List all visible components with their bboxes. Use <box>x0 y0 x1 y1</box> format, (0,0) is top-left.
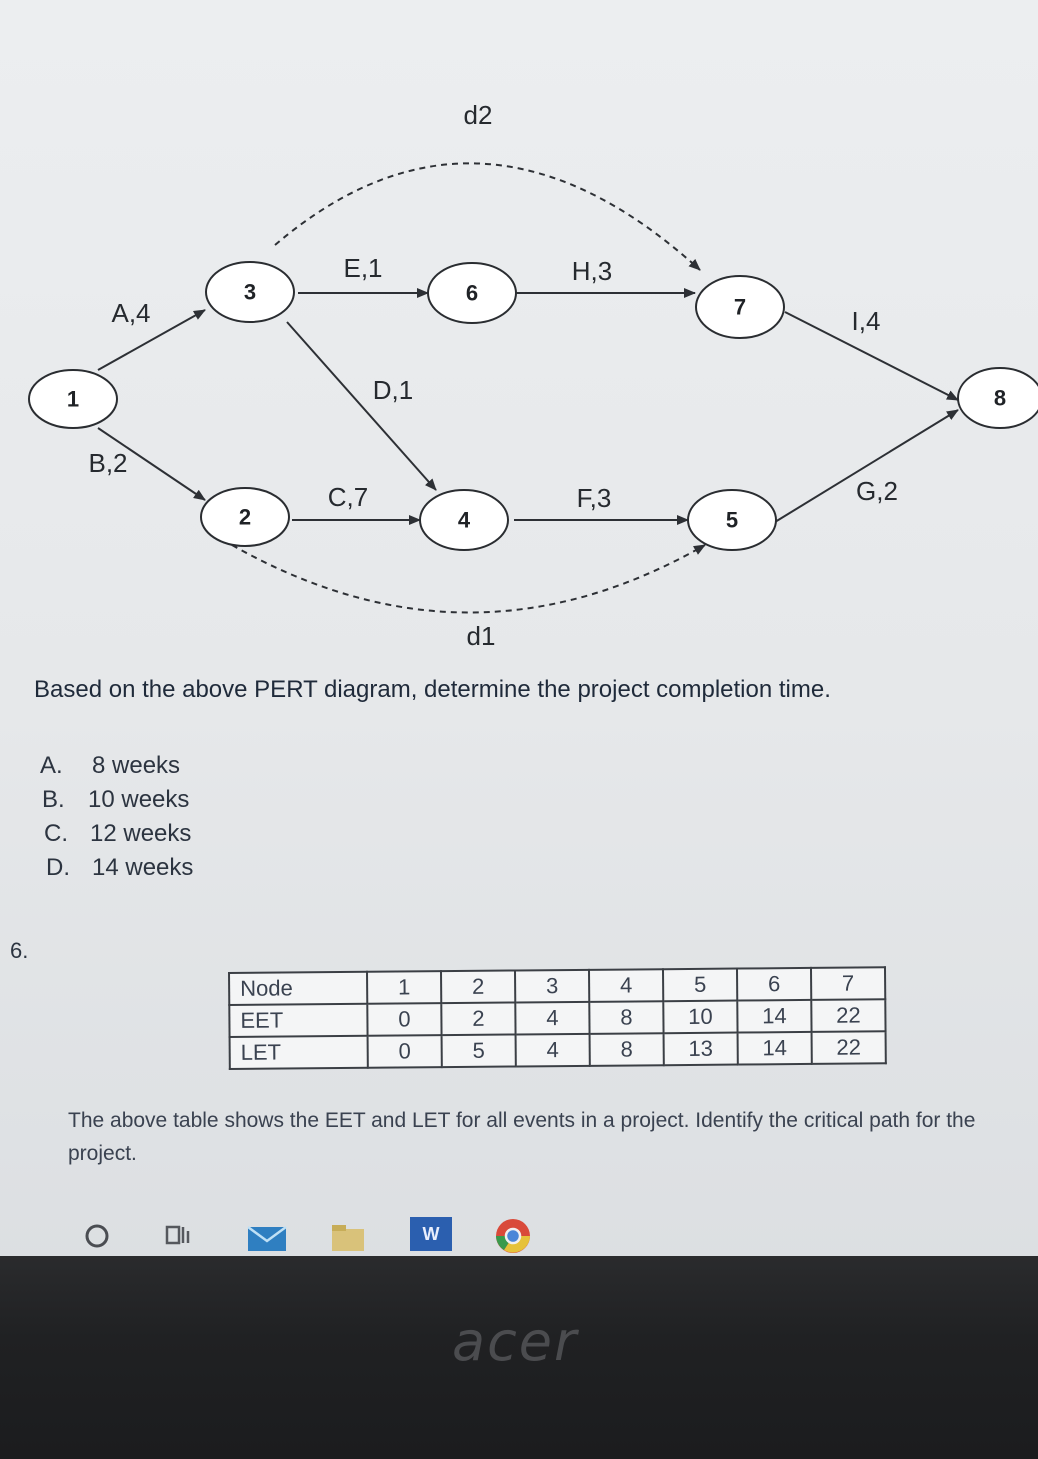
option-letter: A. <box>40 752 63 779</box>
option-letter: C. <box>44 820 68 847</box>
option-text: 12 weeks <box>90 820 192 847</box>
table-cell: 10 <box>663 1001 737 1034</box>
svg-text:6: 6 <box>465 280 479 306</box>
table-cell: 22 <box>811 999 885 1032</box>
dummy-edge-d2 <box>275 163 700 270</box>
node-2 <box>201 488 289 546</box>
table-cell: 0 <box>367 1003 441 1036</box>
svg-text:8: 8 <box>993 385 1007 411</box>
label-f: F,3 <box>576 483 612 513</box>
monitor-bezel <box>0 1256 1038 1459</box>
eet-let-table <box>228 966 887 1070</box>
table-cell: 4 <box>516 1034 590 1067</box>
svg-text:1: 1 <box>66 386 80 412</box>
taskbar <box>60 1215 620 1261</box>
option-letter: D. <box>46 854 70 881</box>
table-cell: 4 <box>515 1002 589 1035</box>
node-1 <box>29 370 117 428</box>
acer-logo: acer <box>452 1310 579 1373</box>
option-b[interactable] <box>42 786 189 814</box>
table-cell: LET <box>230 1036 368 1069</box>
node-8 <box>958 368 1038 428</box>
option-letter: B. <box>42 786 65 813</box>
svg-text:7: 7 <box>733 294 747 320</box>
table-header-cell: 2 <box>441 970 515 1003</box>
svg-text:3: 3 <box>243 279 257 305</box>
node-6 <box>428 263 516 323</box>
task-view-icon[interactable] <box>163 1221 193 1251</box>
option-a[interactable] <box>40 752 180 780</box>
chrome-icon[interactable] <box>492 1215 534 1257</box>
table-header-cell: 3 <box>515 970 589 1003</box>
node-7 <box>696 276 784 338</box>
label-d2: d2 <box>463 100 493 130</box>
table-cell: 13 <box>664 1033 738 1066</box>
question-text: Based on the above PERT diagram, determine the project completion time. <box>34 676 831 703</box>
table-header-cell: Node <box>229 972 367 1005</box>
dummy-edge-d1 <box>232 545 705 613</box>
word-icon[interactable]: W <box>410 1217 452 1251</box>
table-cell: 0 <box>368 1035 442 1068</box>
table-header-cell: 1 <box>367 971 441 1004</box>
table-header-cell: 5 <box>663 969 737 1002</box>
edge-d <box>287 322 436 490</box>
file-explorer-icon[interactable] <box>328 1221 368 1255</box>
label-i: I,4 <box>851 306 881 336</box>
table-cell: 5 <box>442 1034 516 1067</box>
table-cell: 14 <box>737 1000 811 1033</box>
svg-text:2: 2 <box>238 504 252 530</box>
node-4 <box>420 490 508 550</box>
svg-text:5: 5 <box>725 507 739 533</box>
label-h: H,3 <box>571 256 613 286</box>
question6-text: The above table shows the EET and LET for all events in a project. Identify the critical path for the project. <box>68 1109 976 1165</box>
question-number: 6. <box>10 938 29 963</box>
mail-icon[interactable] <box>246 1221 288 1255</box>
table-header-cell: 7 <box>811 967 885 1000</box>
option-c[interactable] <box>44 820 191 848</box>
start-circle-icon[interactable] <box>82 1221 112 1251</box>
table-row <box>230 1031 886 1069</box>
option-text: 14 weeks <box>92 854 194 881</box>
table-cell: 2 <box>441 1002 515 1035</box>
label-g: G,2 <box>856 476 898 506</box>
option-text: 10 weeks <box>88 786 190 813</box>
label-b: B,2 <box>88 448 128 478</box>
table-cell: EET <box>229 1004 367 1037</box>
table-cell: 8 <box>590 1033 664 1066</box>
table-cell: 14 <box>738 1032 812 1065</box>
node-3 <box>206 262 294 322</box>
table-header-cell: 6 <box>737 968 811 1001</box>
node-5 <box>688 490 776 550</box>
table-cell: 22 <box>812 1031 886 1064</box>
option-text: 8 weeks <box>92 752 181 779</box>
table-header-cell: 4 <box>589 969 663 1002</box>
label-d: D,1 <box>372 375 414 405</box>
label-e: E,1 <box>343 253 383 283</box>
pert-diagram <box>0 0 1038 660</box>
label-a: A,4 <box>111 298 151 328</box>
label-d1: d1 <box>466 621 496 651</box>
table-cell: 8 <box>589 1001 663 1034</box>
option-d[interactable] <box>46 854 193 882</box>
svg-text:4: 4 <box>457 507 471 533</box>
label-c: C,7 <box>327 482 369 512</box>
